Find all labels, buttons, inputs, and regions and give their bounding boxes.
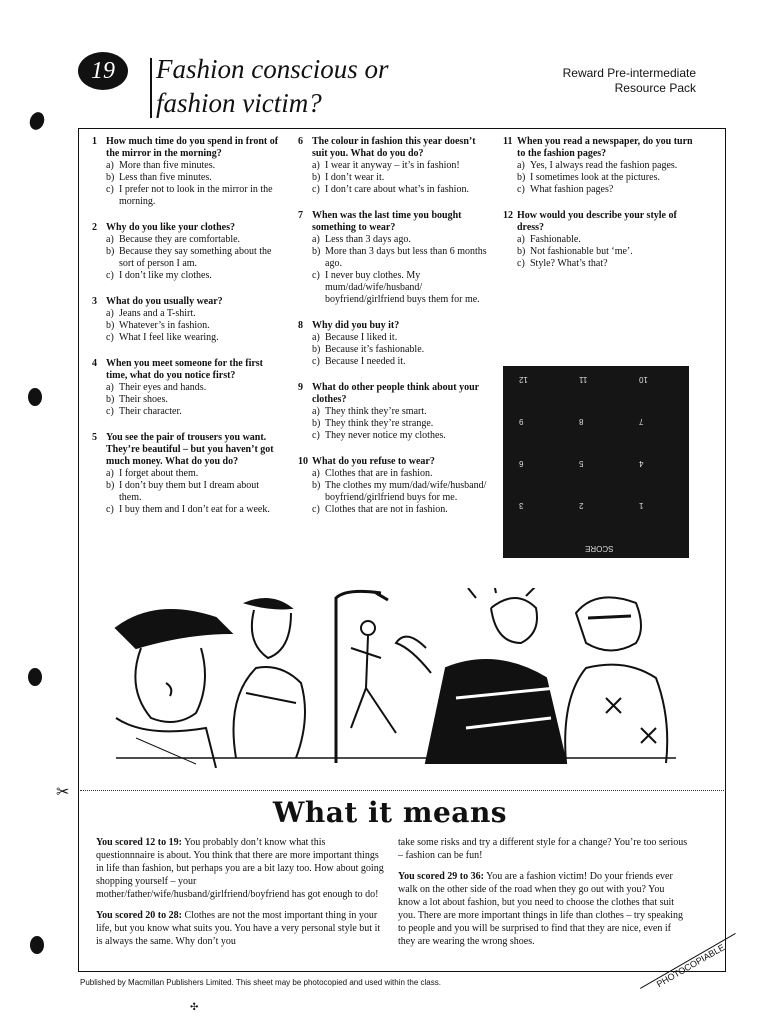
option-text: Less than five minutes.	[119, 172, 212, 183]
question-11	[503, 136, 703, 196]
option-letter: a)	[106, 468, 114, 479]
result-29-36-heading: You scored 29 to 36:	[398, 871, 484, 882]
option-text: Less than 3 days ago.	[325, 234, 411, 245]
question-text: What do other people think about your clothes?	[312, 382, 479, 405]
option-text: Because they say something about the sort of person I am.	[119, 246, 272, 269]
results-heading: What it means	[272, 796, 508, 829]
score-cell	[515, 498, 565, 540]
publisher-label	[500, 66, 696, 96]
question-text: When was the last time you bought something to wear?	[312, 210, 462, 233]
option-text: Clothes that are not in fashion.	[325, 504, 448, 515]
answer-option	[312, 270, 488, 306]
questions-column-1	[92, 136, 282, 530]
question-text: How would you describe your style of dress?	[517, 210, 677, 233]
answer-option	[106, 270, 282, 282]
question-number: 8	[298, 320, 303, 331]
option-text: The clothes my mum/dad/wife/husband/ boyfriend/girlfriend buys for me.	[325, 480, 487, 503]
score-question-number: 7	[639, 417, 644, 426]
option-letter: c)	[312, 356, 320, 367]
answer-option	[517, 160, 703, 172]
results-column-right	[398, 836, 688, 956]
question-text: When you read a newspaper, do you turn to the fashion pages?	[517, 136, 693, 159]
option-text: I sometimes look at the pictures.	[530, 172, 660, 183]
binder-hole-mark	[30, 936, 44, 954]
option-letter: c)	[106, 504, 114, 515]
option-text: They think they’re smart.	[325, 406, 427, 417]
question-number: 12	[503, 210, 513, 221]
option-letter: c)	[312, 184, 320, 195]
answer-option	[106, 234, 282, 246]
option-letter: b)	[106, 480, 115, 491]
answer-option	[106, 382, 282, 394]
option-letter: a)	[517, 234, 525, 245]
option-text: They think they’re strange.	[325, 418, 434, 429]
question-number: 3	[92, 296, 97, 307]
answer-option	[517, 172, 703, 184]
option-letter: a)	[312, 406, 320, 417]
option-letter: c)	[106, 332, 114, 343]
option-text: Because they are comfortable.	[119, 234, 241, 245]
score-question-number: 6	[519, 459, 524, 468]
question-number: 9	[298, 382, 303, 393]
option-letter: a)	[312, 234, 320, 245]
option-letter: b)	[517, 172, 526, 183]
unit-number-badge: 19	[78, 52, 128, 90]
option-text: More than five minutes.	[119, 160, 216, 171]
option-letter: c)	[106, 270, 114, 281]
answer-option	[312, 406, 488, 418]
option-text: What I feel like wearing.	[119, 332, 219, 343]
option-letter: c)	[106, 406, 114, 417]
question-9	[298, 382, 488, 442]
option-text: Their character.	[119, 406, 182, 417]
result-20-28	[96, 909, 386, 948]
option-text: Fashionable.	[530, 234, 581, 245]
option-letter: b)	[106, 394, 115, 405]
answer-option	[106, 504, 282, 516]
score-cell	[575, 456, 625, 498]
option-text: Clothes that are in fashion.	[325, 468, 433, 479]
publisher-line-1: Reward Pre-intermediate	[562, 66, 696, 80]
option-text: Because I liked it.	[325, 332, 398, 343]
score-question-number: 10	[639, 375, 648, 384]
option-text: Their eyes and hands.	[119, 382, 207, 393]
option-text: I prefer not to look in the mirror in the morning.	[119, 184, 273, 207]
answer-option	[312, 356, 488, 368]
option-letter: c)	[517, 258, 525, 269]
option-text: I forget about them.	[119, 468, 199, 479]
score-cell	[515, 456, 565, 498]
question-number: 2	[92, 222, 97, 233]
answer-option	[312, 480, 488, 504]
score-label: SCORE	[585, 544, 614, 553]
answer-option	[312, 344, 488, 356]
answer-option	[312, 468, 488, 480]
option-text: Yes, I always read the fashion pages.	[530, 160, 678, 171]
option-text: They never notice my clothes.	[325, 430, 446, 441]
option-letter: c)	[312, 504, 320, 515]
questions-column-2	[298, 136, 488, 530]
score-row	[503, 456, 689, 498]
question-3	[92, 296, 282, 344]
answer-option	[312, 160, 488, 172]
questions-column-3	[503, 136, 703, 284]
answer-option	[517, 234, 703, 246]
option-text: Jeans and a T-shirt.	[119, 308, 196, 319]
score-question-number: 3	[519, 501, 524, 510]
option-letter: a)	[517, 160, 525, 171]
score-question-number: 2	[579, 501, 584, 510]
result-20-28-heading: You scored 20 to 28:	[96, 910, 182, 921]
score-row	[503, 498, 689, 540]
score-cell	[635, 372, 685, 414]
result-29-36-text: You are a fashion victim! Do your friends ever walk on the other side of the road when they go out with you? You know a lot about fashion, but you need to choose the clothes that suit you. There are more important things in life than clothes – try speaking to people and you will be surprised to find that they are nice, even if they are wearing the wrong shoes.	[398, 871, 684, 947]
option-letter: a)	[106, 160, 114, 171]
title-divider	[150, 58, 152, 118]
option-letter: b)	[106, 320, 115, 331]
option-text: I don’t wear it.	[325, 172, 385, 183]
answer-option	[106, 172, 282, 184]
result-12-19-text: You probably don’t know what this questionnnaire is about. You think that there are more important things in life than fashion, but perhaps you are a bit lazy too. How about going shopping yourself – your mother/father/wife/husband/girlfriend/boyfriend has got enough to do!	[96, 837, 384, 900]
option-letter: c)	[312, 430, 320, 441]
answer-option	[106, 468, 282, 480]
option-text: Style? What’s that?	[530, 258, 608, 269]
score-question-number: 1	[639, 501, 644, 510]
question-5	[92, 432, 282, 516]
option-letter: b)	[312, 246, 321, 257]
option-letter: b)	[517, 246, 526, 257]
footer-note: Published by Macmillan Publishers Limited. This sheet may be photocopied and used within the class.	[80, 978, 441, 987]
score-cell	[575, 414, 625, 456]
scissors-icon: ✂	[56, 784, 70, 801]
score-question-number: 8	[579, 417, 584, 426]
option-text: Their shoes.	[119, 394, 168, 405]
page-mark-icon: ✣	[190, 1002, 199, 1013]
answer-option	[312, 418, 488, 430]
answer-option	[517, 246, 703, 258]
answer-option	[106, 308, 282, 320]
answer-option	[312, 246, 488, 270]
option-text: What fashion pages?	[530, 184, 614, 195]
title-line-1: Fashion conscious or	[156, 54, 389, 84]
score-question-number: 12	[519, 375, 528, 384]
score-cell	[515, 372, 565, 414]
option-text: I don’t like my clothes.	[119, 270, 212, 281]
question-12	[503, 210, 703, 270]
question-8	[298, 320, 488, 368]
result-20-28-continued: take some risks and try a different style for a change? You’re too serious – fashion can be fun!	[398, 837, 688, 861]
question-number: 7	[298, 210, 303, 221]
answer-option	[312, 184, 488, 196]
option-text: Not fashionable but ‘me’.	[530, 246, 633, 257]
question-number: 4	[92, 358, 97, 369]
question-text: Why did you buy it?	[312, 320, 400, 331]
score-row	[503, 372, 689, 414]
result-29-36	[398, 870, 688, 948]
option-letter: b)	[106, 172, 115, 183]
score-question-number: 11	[579, 375, 588, 384]
answer-option	[312, 172, 488, 184]
option-text: I don’t care about what’s in fashion.	[325, 184, 469, 195]
option-letter: c)	[312, 270, 320, 281]
option-text: More than 3 days but less than 6 months ago.	[325, 246, 487, 269]
option-text: I buy them and I don’t eat for a week.	[119, 504, 270, 515]
title-line-2: fashion victim?	[156, 88, 322, 118]
option-letter: b)	[106, 246, 115, 257]
question-number: 5	[92, 432, 97, 443]
question-1	[92, 136, 282, 208]
fashion-people-illustration	[96, 588, 696, 768]
question-text: When you meet someone for the first time, what do you notice first?	[106, 358, 264, 381]
publisher-line-2: Resource Pack	[614, 81, 696, 95]
question-number: 6	[298, 136, 303, 147]
question-2	[92, 222, 282, 282]
option-text: I never buy clothes. My mum/dad/wife/husband/ boyfriend/girlfriend buys them for me.	[325, 270, 480, 305]
score-cell	[635, 498, 685, 540]
score-question-number: 9	[519, 417, 524, 426]
option-text: Because I needed it.	[325, 356, 406, 367]
question-text: You see the pair of trousers you want. They’re beautiful – but you haven’t got much money. What do you do?	[106, 432, 274, 467]
answer-option	[312, 234, 488, 246]
option-letter: a)	[106, 382, 114, 393]
score-question-number: 4	[639, 459, 644, 468]
binder-hole-mark	[28, 388, 42, 406]
answer-option	[517, 184, 703, 196]
answer-option	[517, 258, 703, 270]
option-letter: b)	[312, 480, 321, 491]
answer-option	[106, 406, 282, 418]
score-cell	[635, 456, 685, 498]
question-text: How much time do you spend in front of the mirror in the morning?	[106, 136, 279, 159]
answer-option	[106, 184, 282, 208]
result-20-28-text: Clothes are not the most important thing in your life, but you know what suits you. You have a very personal style but it is always the same. Why don’t you	[96, 910, 381, 947]
question-number: 11	[503, 136, 513, 147]
question-10	[298, 456, 488, 516]
option-letter: a)	[312, 160, 320, 171]
answer-option	[312, 430, 488, 442]
result-12-19-heading: You scored 12 to 19:	[96, 837, 182, 848]
score-cell	[575, 372, 625, 414]
cut-line	[80, 790, 726, 791]
question-number: 1	[92, 136, 97, 147]
question-number: 10	[298, 456, 308, 467]
result-12-19	[96, 836, 386, 901]
answer-option	[106, 332, 282, 344]
option-letter: c)	[517, 184, 525, 195]
answer-option	[106, 160, 282, 172]
question-7	[298, 210, 488, 306]
answer-option	[312, 332, 488, 344]
option-letter: c)	[106, 184, 114, 195]
score-cell	[575, 498, 625, 540]
option-text: Whatever’s in fashion.	[119, 320, 210, 331]
option-letter: a)	[312, 468, 320, 479]
results-column-left	[96, 836, 386, 956]
answer-option	[106, 246, 282, 270]
answer-option	[312, 504, 488, 516]
score-cell	[635, 414, 685, 456]
score-row	[503, 414, 689, 456]
question-4	[92, 358, 282, 418]
score-question-number: 5	[579, 459, 584, 468]
photocopiable-stamp: PHOTOCOPIABLE	[640, 933, 741, 998]
option-text: Because it’s fashionable.	[325, 344, 425, 355]
option-letter: b)	[312, 172, 321, 183]
score-cell	[515, 414, 565, 456]
answer-option	[106, 320, 282, 332]
binder-hole-mark	[27, 110, 46, 132]
option-letter: a)	[312, 332, 320, 343]
question-6	[298, 136, 488, 196]
option-letter: a)	[106, 308, 114, 319]
question-text: The colour in fashion this year doesn’t suit you. What do you do?	[312, 136, 476, 159]
page-title	[156, 52, 476, 120]
option-text: I wear it anyway – it’s in fashion!	[325, 160, 460, 171]
question-text: What do you usually wear?	[106, 296, 223, 307]
option-text: I don’t buy them but I dream about them.	[119, 480, 260, 503]
option-letter: a)	[106, 234, 114, 245]
binder-hole-mark	[28, 668, 42, 686]
question-text: Why do you like your clothes?	[106, 222, 235, 233]
score-table	[503, 366, 689, 558]
answer-option	[106, 480, 282, 504]
question-text: What do you refuse to wear?	[312, 456, 435, 467]
option-letter: b)	[312, 418, 321, 429]
option-letter: b)	[312, 344, 321, 355]
answer-option	[106, 394, 282, 406]
